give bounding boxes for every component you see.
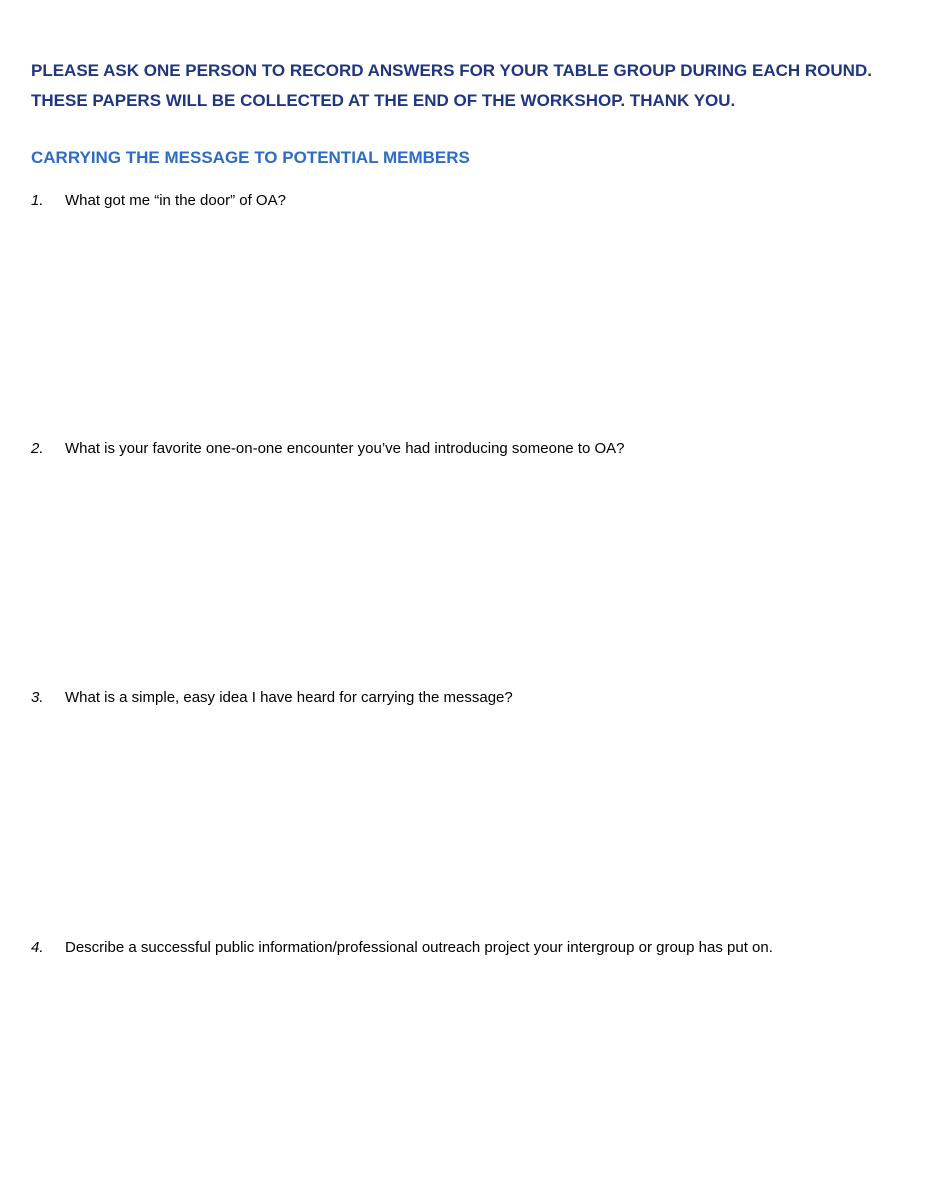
question-3-number: 3. [31, 689, 44, 706]
instructions-line-1: PLEASE ASK ONE PERSON TO RECORD ANSWERS FOR YOUR TABLE GROUP DURING EACH ROUND. [31, 61, 872, 80]
question-2 [31, 439, 625, 459]
instructions-block [31, 56, 911, 116]
answer-area-3[interactable] [31, 713, 891, 928]
question-2-text: What is your favorite one-on-one encounter you’ve had introducing someone to OA? [65, 440, 625, 457]
question-3 [31, 688, 513, 708]
question-1-number: 1. [31, 192, 44, 209]
answer-area-1[interactable] [31, 216, 891, 431]
question-4 [31, 938, 773, 958]
answer-area-2[interactable] [31, 464, 891, 679]
question-1 [31, 191, 286, 211]
answer-area-4[interactable] [31, 963, 891, 1188]
question-4-number: 4. [31, 939, 44, 956]
instructions-line-2: THESE PAPERS WILL BE COLLECTED AT THE END OF THE WORKSHOP. THANK YOU. [31, 91, 736, 110]
question-1-text: What got me “in the door” of OA? [65, 192, 286, 209]
section-title: CARRYING THE MESSAGE TO POTENTIAL MEMBERS [31, 148, 470, 167]
question-2-number: 2. [31, 440, 44, 457]
question-4-text: Describe a successful public information/professional outreach project your intergroup or group has put on. [65, 939, 773, 956]
question-3-text: What is a simple, easy idea I have heard for carrying the message? [65, 689, 513, 706]
